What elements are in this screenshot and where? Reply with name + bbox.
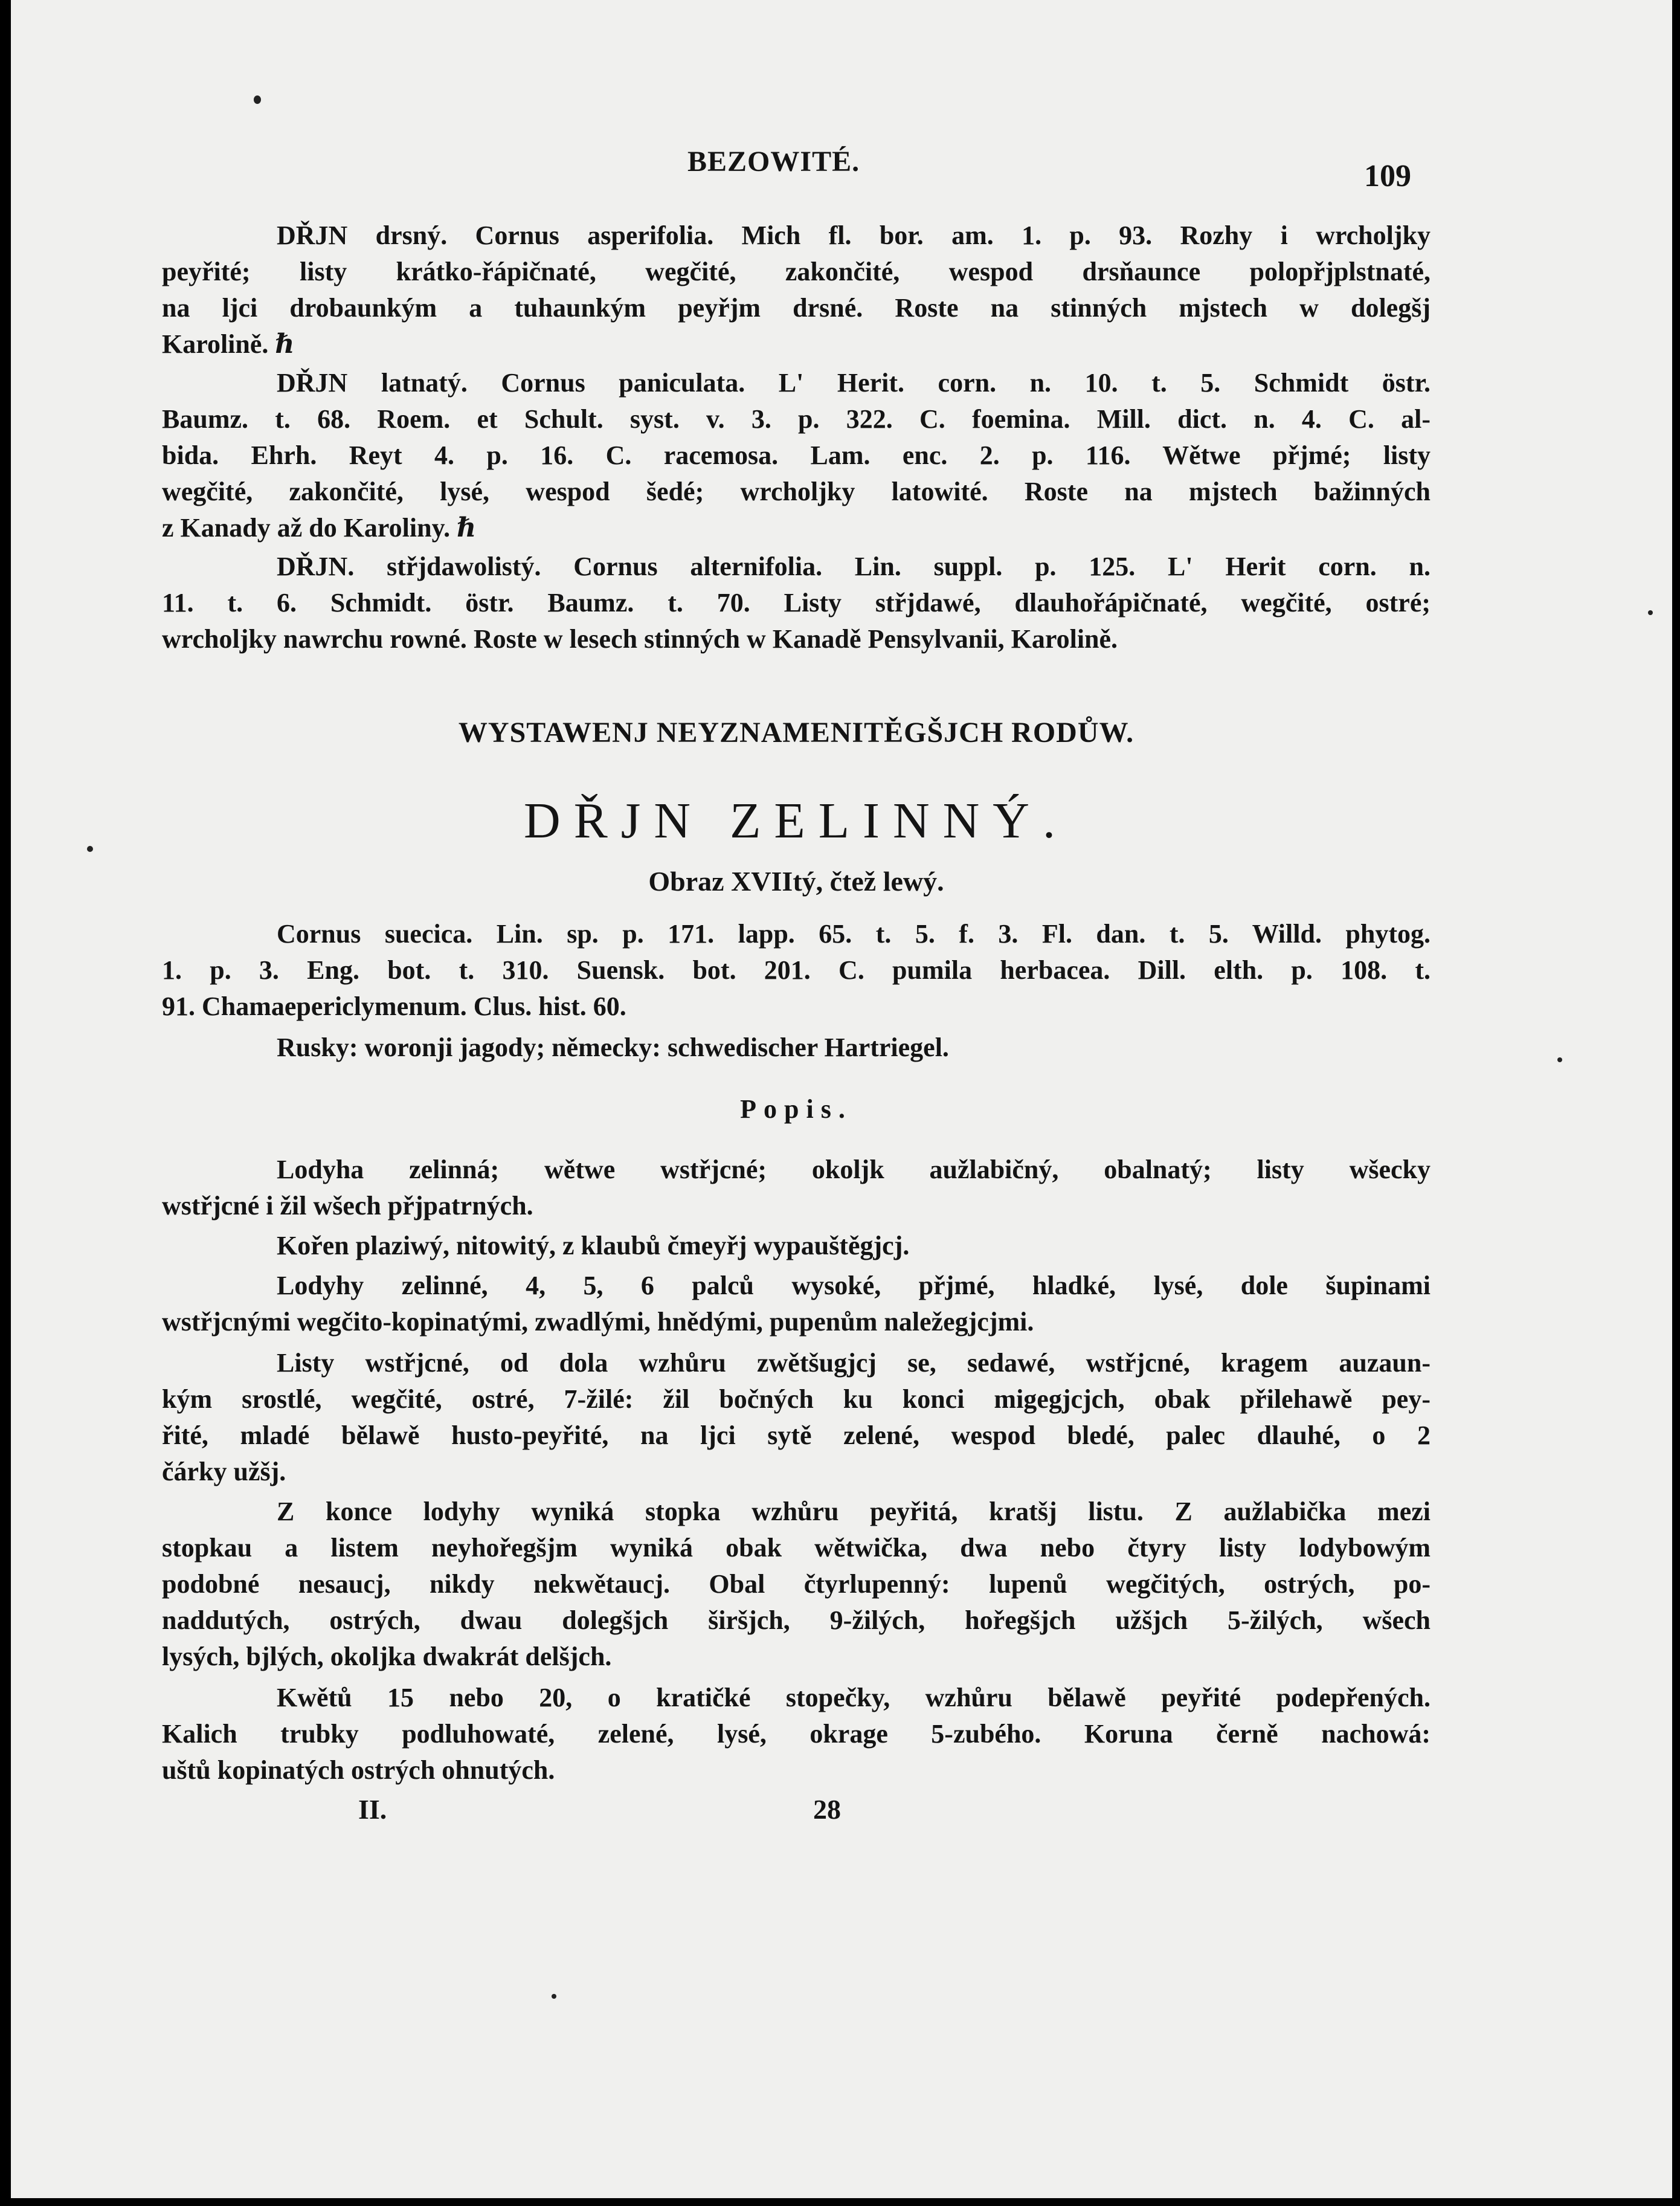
- entry-line: Baumz. t. 68. Roem. et Schult. syst. v. 3. p. 322. C. foemina. Mill. dict. n. 4. C. al-: [162, 404, 1431, 434]
- page-number: 109: [1364, 159, 1411, 193]
- description-line: Listy wstřjcné, od dola wzhůru zwětšugjcj se, sedawé, wstřjcné, kragem auzaun-: [277, 1348, 1431, 1378]
- scan-speck: [87, 846, 93, 852]
- entry-line: DŘJN latnatý. Cornus paniculata. L' Herit. corn. n. 10. t. 5. Schmidt östr.: [277, 368, 1431, 398]
- description-line: uštů kopinatých ostrých ohnutých.: [162, 1755, 555, 1785]
- entry-line: na ljci drobaunkým a tuhaunkým peyřjm drsné. Roste na stinných mjstech w dolegšj: [162, 293, 1431, 323]
- description-line: Kwětů 15 nebo 20, o kratičké stopečky, wzhůru bělawě peyřité podepřených.: [277, 1683, 1431, 1712]
- scan-speck: [1557, 1057, 1562, 1062]
- synonym-line: 91. Chamaepericlymenum. Clus. hist. 60.: [162, 992, 626, 1021]
- entry-line: bida. Ehrh. Reyt 4. p. 16. C. racemosa. Lam. enc. 2. p. 116. Wětwe přjmé; listy: [162, 440, 1431, 470]
- description-line: Lodyhy zelinné, 4, 5, 6 palců wysoké, přjmé, hladké, lysé, dole šupinami: [277, 1271, 1431, 1300]
- running-header-title: BEZOWITÉ.: [687, 146, 860, 178]
- scan-speck: [254, 95, 261, 104]
- entry-line: DŘJN. střjdawolistý. Cornus alternifolia. Lin. suppl. p. 125. L' Herit corn. n.: [277, 552, 1431, 581]
- description-line: wstřjcné i žil wšech přjpatrných.: [162, 1191, 533, 1221]
- description-line: Lodyha zelinná; wětwe wstřjcné; okoljk aužlabičný, obalnatý; listy wšecky: [277, 1155, 1431, 1184]
- description-line: Kořen plaziwý, nitowitý, z klaubů čmeyřj wypauštěgjcj.: [277, 1231, 910, 1260]
- entry-line: wegčité, zakončité, lysé, wespod šedé; wrcholjky latowité. Roste na mjstech bažinných: [162, 477, 1431, 506]
- section-heading: WYSTAWENJ NEYZNAMENITĚGŠJCH RODŮW.: [458, 717, 1134, 749]
- synonym-line: Cornus suecica. Lin. sp. p. 171. lapp. 65. t. 5. f. 3. Fl. dan. t. 5. Willd. phytog.: [277, 919, 1431, 949]
- description-line: wstřjcnými wegčito-kopinatými, zwadlými, hnědými, pupenům naležegjcjmi.: [162, 1307, 1034, 1337]
- description-line: kým srostlé, wegčité, ostré, 7-žilé: žil bočných ku konci migegjcjch, obak přilehawě pey-: [162, 1384, 1431, 1414]
- signature-mark-left: II.: [358, 1794, 387, 1825]
- description-heading: Popis.: [740, 1094, 852, 1124]
- entry-line: z Kanady až do Karoliny. ℏ: [162, 513, 477, 543]
- description-line: stopkau a listem neyhořegšjm wyniká obak wětwička, dwa nebo čtyry listy lodybowým: [162, 1533, 1431, 1563]
- description-line: naddutých, ostrých, dwau dolegšjch širšjch, 9-žilých, hořegšjch užšjch 5-žilých, wšech: [162, 1605, 1431, 1635]
- entry-line: DŘJN drsný. Cornus asperifolia. Mich fl. bor. am. 1. p. 93. Rozhy i wrcholjky: [277, 221, 1431, 250]
- book-page: [11, 0, 1672, 2198]
- entry-line: 11. t. 6. Schmidt. östr. Baumz. t. 70. Listy střjdawé, dlauhořápičnaté, wegčité, ostré;: [162, 588, 1431, 618]
- entry-line: peyřité; listy krátko-řápičnaté, wegčité, zakončité, wespod drsňaunce polopřjplstnaté,: [162, 257, 1431, 286]
- vernacular-names: Rusky: woronji jagody; německy: schwedischer Hartriegel.: [277, 1033, 949, 1062]
- description-line: čárky užšj.: [162, 1457, 286, 1486]
- description-line: Kalich trubky podluhowaté, zelené, lysé, okrage 5-zubého. Koruna černě nachowá:: [162, 1719, 1431, 1749]
- signature-mark-right: 28: [813, 1794, 841, 1825]
- scan-speck: [1648, 610, 1653, 615]
- synonym-line: 1. p. 3. Eng. bot. t. 310. Suensk. bot. 201. C. pumila herbacea. Dill. elth. p. 108. t.: [162, 955, 1431, 985]
- description-line: Z konce lodyhy wyniká stopka wzhůru peyřitá, kratšj listu. Z aužlabička mezi: [277, 1497, 1431, 1526]
- scan-speck: [552, 1994, 556, 1999]
- species-title: DŘJN ZELINNÝ.: [524, 793, 1069, 849]
- entry-line: wrcholjky nawrchu rowné. Roste w lesech stinných w Kanadě Pensylvanii, Karolině.: [162, 624, 1118, 654]
- description-line: lysých, bjlých, okoljka dwakrát delšjch.: [162, 1642, 612, 1671]
- entry-line: Karolině. ℏ: [162, 329, 295, 359]
- figure-caption: Obraz XVIItý, čtež lewý.: [648, 866, 944, 897]
- description-line: podobné nesaucj, nikdy nekwětaucj. Obal čtyrlupenný: lupenů wegčitých, ostrých, po-: [162, 1569, 1431, 1599]
- description-line: řité, mladé bělawě husto-peyřité, na ljci sytě zelené, wespod bledé, palec dlauhé, o 2: [162, 1421, 1431, 1450]
